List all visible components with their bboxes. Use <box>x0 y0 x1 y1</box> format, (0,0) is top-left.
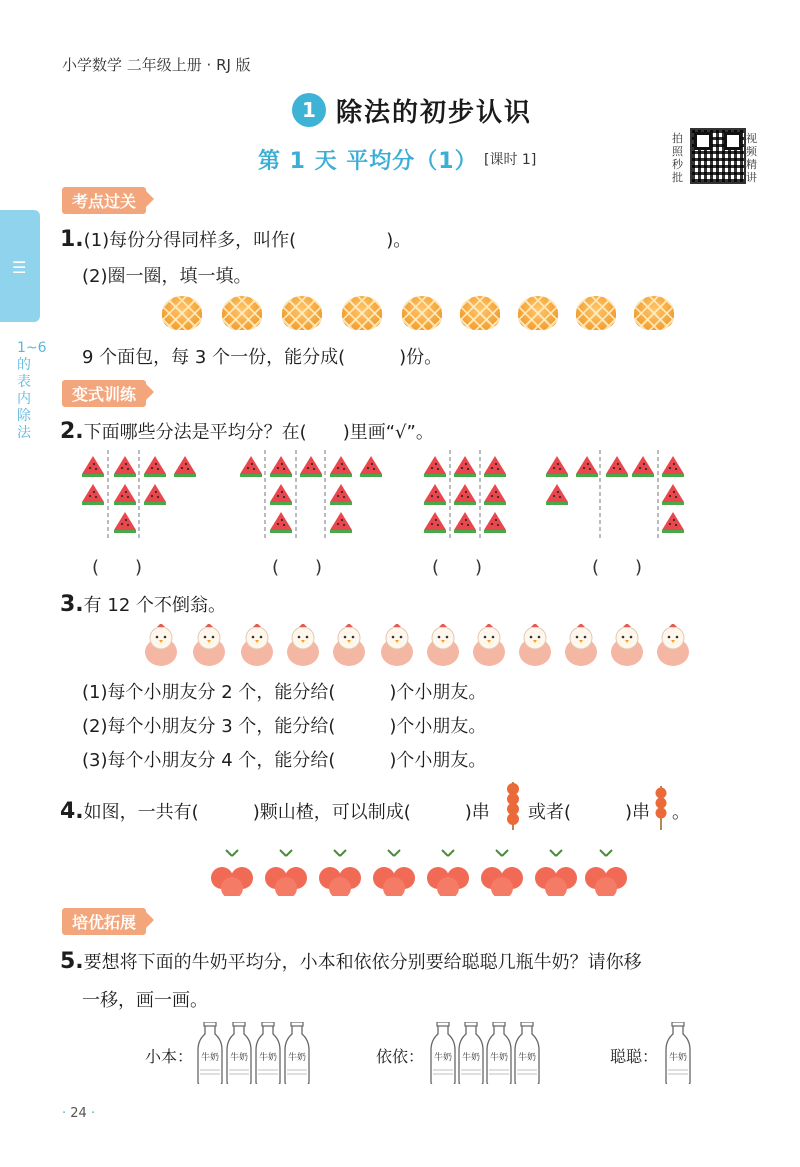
section-heading-1: 考点过关 <box>62 187 146 214</box>
menu-icon: ☰ <box>12 258 27 277</box>
question-2-text: 下面哪些分法是平均分？在( )里画“√”。 <box>83 422 434 443</box>
question-number: 5. <box>60 949 84 974</box>
milk-bottle-label: 牛奶 <box>433 1053 453 1063</box>
bread-icon <box>576 296 616 330</box>
bread-icon <box>634 296 674 330</box>
bread-icon <box>222 296 262 330</box>
question-number: 4. <box>60 799 84 824</box>
hawthorn-skewer-short-icon <box>650 786 672 830</box>
answer-blank-2[interactable]: ( ) <box>272 557 323 578</box>
question-3-line-2: (2)每个小朋友分 3 个，能分给( )个小朋友。 <box>82 716 487 737</box>
answer-blank-4[interactable]: ( ) <box>592 557 643 578</box>
watermelon-group-4 <box>546 450 684 538</box>
question-4 <box>60 798 490 824</box>
milk-bottle-icon[interactable] <box>430 1022 456 1084</box>
question-number: 2. <box>60 419 84 444</box>
bread-icon <box>162 296 202 330</box>
bread-icon <box>460 296 500 330</box>
milk-bottle-label: 牛奶 <box>258 1053 278 1063</box>
tumbler-toy-row <box>144 624 694 666</box>
milk-bottle-label: 牛奶 <box>489 1053 509 1063</box>
question-3 <box>60 591 226 617</box>
milk-bottle-icon[interactable] <box>255 1022 281 1084</box>
label-yiyi: 依依： <box>376 1047 425 1066</box>
watermelon-group-3 <box>424 450 506 538</box>
milk-bottle-label: 牛奶 <box>668 1053 688 1063</box>
question-3-line-1: (1)每个小朋友分 2 个，能分给( )个小朋友。 <box>82 682 487 703</box>
question-5 <box>60 948 642 974</box>
bread-row <box>162 296 682 332</box>
question-1 <box>60 226 411 252</box>
question-5-line-2: 一移，画一画。 <box>82 990 208 1011</box>
watermelon-group-2 <box>240 450 382 538</box>
unit-title: 除法的初步认识 <box>336 98 533 128</box>
qr-code-icon[interactable] <box>690 128 746 184</box>
watermelon-groups <box>70 450 710 550</box>
milk-bottle-icon[interactable] <box>197 1022 223 1084</box>
question-4-text-c: 。 <box>672 802 690 823</box>
page-number: · 24 · <box>62 1106 96 1121</box>
question-4-text-a: 如图，一共有( )颗山楂，可以制成( )串 <box>83 802 490 823</box>
question-5-line-1: 要想将下面的牛奶平均分，小本和依依分别要给聪聪几瓶牛奶？请你移 <box>83 952 642 973</box>
milk-bottle-icon[interactable] <box>458 1022 484 1084</box>
label-xiaoben: 小本： <box>145 1047 194 1066</box>
question-2 <box>60 418 434 444</box>
bread-icon <box>282 296 322 330</box>
milk-bottle-label: 牛奶 <box>287 1053 307 1063</box>
milk-bottle-icon[interactable] <box>486 1022 512 1084</box>
section-heading-3: 培优拓展 <box>62 908 146 935</box>
question-3-line-3: (3)每个小朋友分 4 个，能分给( )个小朋友。 <box>82 750 487 771</box>
milk-bottle-label: 牛奶 <box>517 1053 537 1063</box>
chapter-side-label: 1~6的表内除法 <box>17 340 47 441</box>
milk-bottle-label: 牛奶 <box>229 1053 249 1063</box>
question-3-text: 有 12 个不倒翁。 <box>83 595 227 616</box>
milk-bottle-label: 牛奶 <box>461 1053 481 1063</box>
milk-bottle-label: 牛奶 <box>200 1053 220 1063</box>
question-number: 3. <box>60 592 84 617</box>
section-heading-2: 变式训练 <box>62 380 146 407</box>
question-1-part1: (1)每份分得同样多，叫作( )。 <box>83 230 412 251</box>
day-title: 第 1 天 平均分（1） <box>258 149 478 174</box>
milk-bottle-icon[interactable] <box>284 1022 310 1084</box>
answer-blank-3[interactable]: ( ) <box>432 557 483 578</box>
unit-number-badge: 1 <box>292 93 326 127</box>
label-congcong: 聪聪： <box>610 1047 659 1066</box>
question-4-text-b: 或者( )串 <box>528 802 651 823</box>
qr-right-caption: 视频精讲 <box>746 132 757 184</box>
bread-icon <box>402 296 442 330</box>
milk-bottle-icon[interactable] <box>226 1022 252 1084</box>
question-number: 1. <box>60 227 84 252</box>
hawthorn-skewer-icon <box>500 782 526 830</box>
lesson-tag: [课时 1] <box>484 152 537 168</box>
bread-icon <box>518 296 558 330</box>
hawthorn-cluster-row <box>210 848 630 896</box>
answer-blank-1[interactable]: ( ) <box>92 557 143 578</box>
watermelon-group-1 <box>82 450 196 538</box>
milk-bottle-icon[interactable] <box>665 1022 691 1084</box>
book-title: 小学数学 二年级上册 · RJ 版 <box>62 56 251 74</box>
qr-left-caption: 拍照秒批 <box>672 132 683 184</box>
milk-bottle-icon[interactable] <box>514 1022 540 1084</box>
bread-icon <box>342 296 382 330</box>
page-number-value: 24 <box>70 1106 87 1121</box>
question-1-part2: (2)圈一圈，填一填。 <box>82 266 252 287</box>
question-1-fill: 9 个面包，每 3 个一份，能分成( )份。 <box>82 347 443 368</box>
